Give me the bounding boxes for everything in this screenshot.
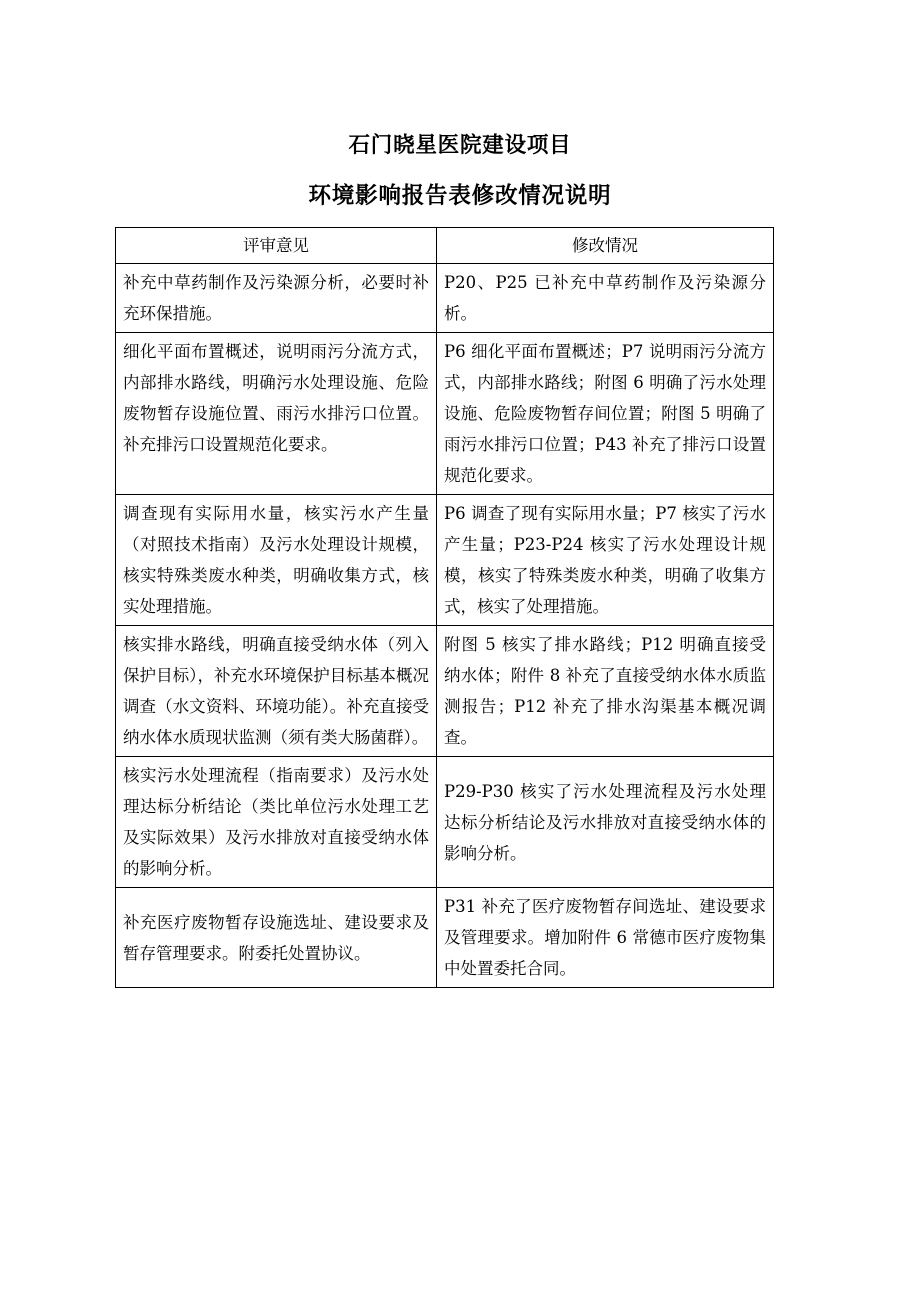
cell-review-5: 核实污水处理流程（指南要求）及污水处理达标分析结论（类比单位污水处理工艺及实际效果）及污水排放对直接受纳水体的影响分析。: [116, 757, 437, 888]
column-header-revision: 修改情况: [437, 228, 774, 264]
table-row: [116, 264, 774, 333]
table-header: [116, 228, 774, 264]
table-row: [116, 333, 774, 495]
cell-revision-6: P31 补充了医疗废物暂存间选址、建设要求及管理要求。增加附件 6 常德市医疗废物集中处置委托合同。: [437, 888, 774, 988]
cell-review-1: 补充中草药制作及污染源分析，必要时补充环保措施。: [116, 264, 437, 333]
cell-review-6: 补充医疗废物暂存设施选址、建设要求及暂存管理要求。附委托处置协议。: [116, 888, 437, 988]
cell-revision-2: P6 细化平面布置概述；P7 说明雨污分流方式，内部排水路线；附图 6 明确了污水处理设施、危险废物暂存间位置；附图 5 明确了雨污水排污口位置；P43 补充了排污口设置规范化要求。: [437, 333, 774, 495]
page-title-primary: 石门晓星医院建设项目: [348, 133, 572, 158]
cell-revision-4: 附图 5 核实了排水路线；P12 明确直接受纳水体；附件 8 补充了直接受纳水体水质监测报告；P12 补充了排水沟渠基本概况调查。: [437, 626, 774, 757]
table-row: [116, 626, 774, 757]
review-revision-table: [115, 227, 774, 988]
cell-review-4: 核实排水路线，明确直接受纳水体（列入保护目标），补充水环境保护目标基本概况调查（水文资料、环境功能）。补充直接受纳水体水质现状监测（须有类大肠菌群）。: [116, 626, 437, 757]
table-row: [116, 757, 774, 888]
review-table-container: [115, 227, 773, 988]
table-body: [116, 264, 774, 988]
cell-revision-5: P29-P30 核实了污水处理流程及污水处理达标分析结论及污水排放对直接受纳水体的影响分析。: [437, 757, 774, 888]
cell-revision-1: P20、P25 已补充中草药制作及污染源分析。: [437, 264, 774, 333]
table-row: [116, 888, 774, 988]
table-row: [116, 495, 774, 626]
document-title-block: [0, 131, 920, 211]
cell-revision-3: P6 调查了现有实际用水量；P7 核实了污水产生量；P23-P24 核实了污水处理设计规模，核实了特殊类废水种类，明确了收集方式，核实了处理措施。: [437, 495, 774, 626]
cell-review-3: 调查现有实际用水量，核实污水产生量（对照技术指南）及污水处理设计规模，核实特殊类废水种类，明确收集方式，核实处理措施。: [116, 495, 437, 626]
page-title-secondary: 环境影响报告表修改情况说明: [308, 183, 612, 209]
table-header-row: [116, 228, 774, 264]
cell-review-2: 细化平面布置概述，说明雨污分流方式，内部排水路线，明确污水处理设施、危险废物暂存设施位置、雨污水排污口位置。补充排污口设置规范化要求。: [116, 333, 437, 495]
column-header-review: 评审意见: [116, 228, 437, 264]
